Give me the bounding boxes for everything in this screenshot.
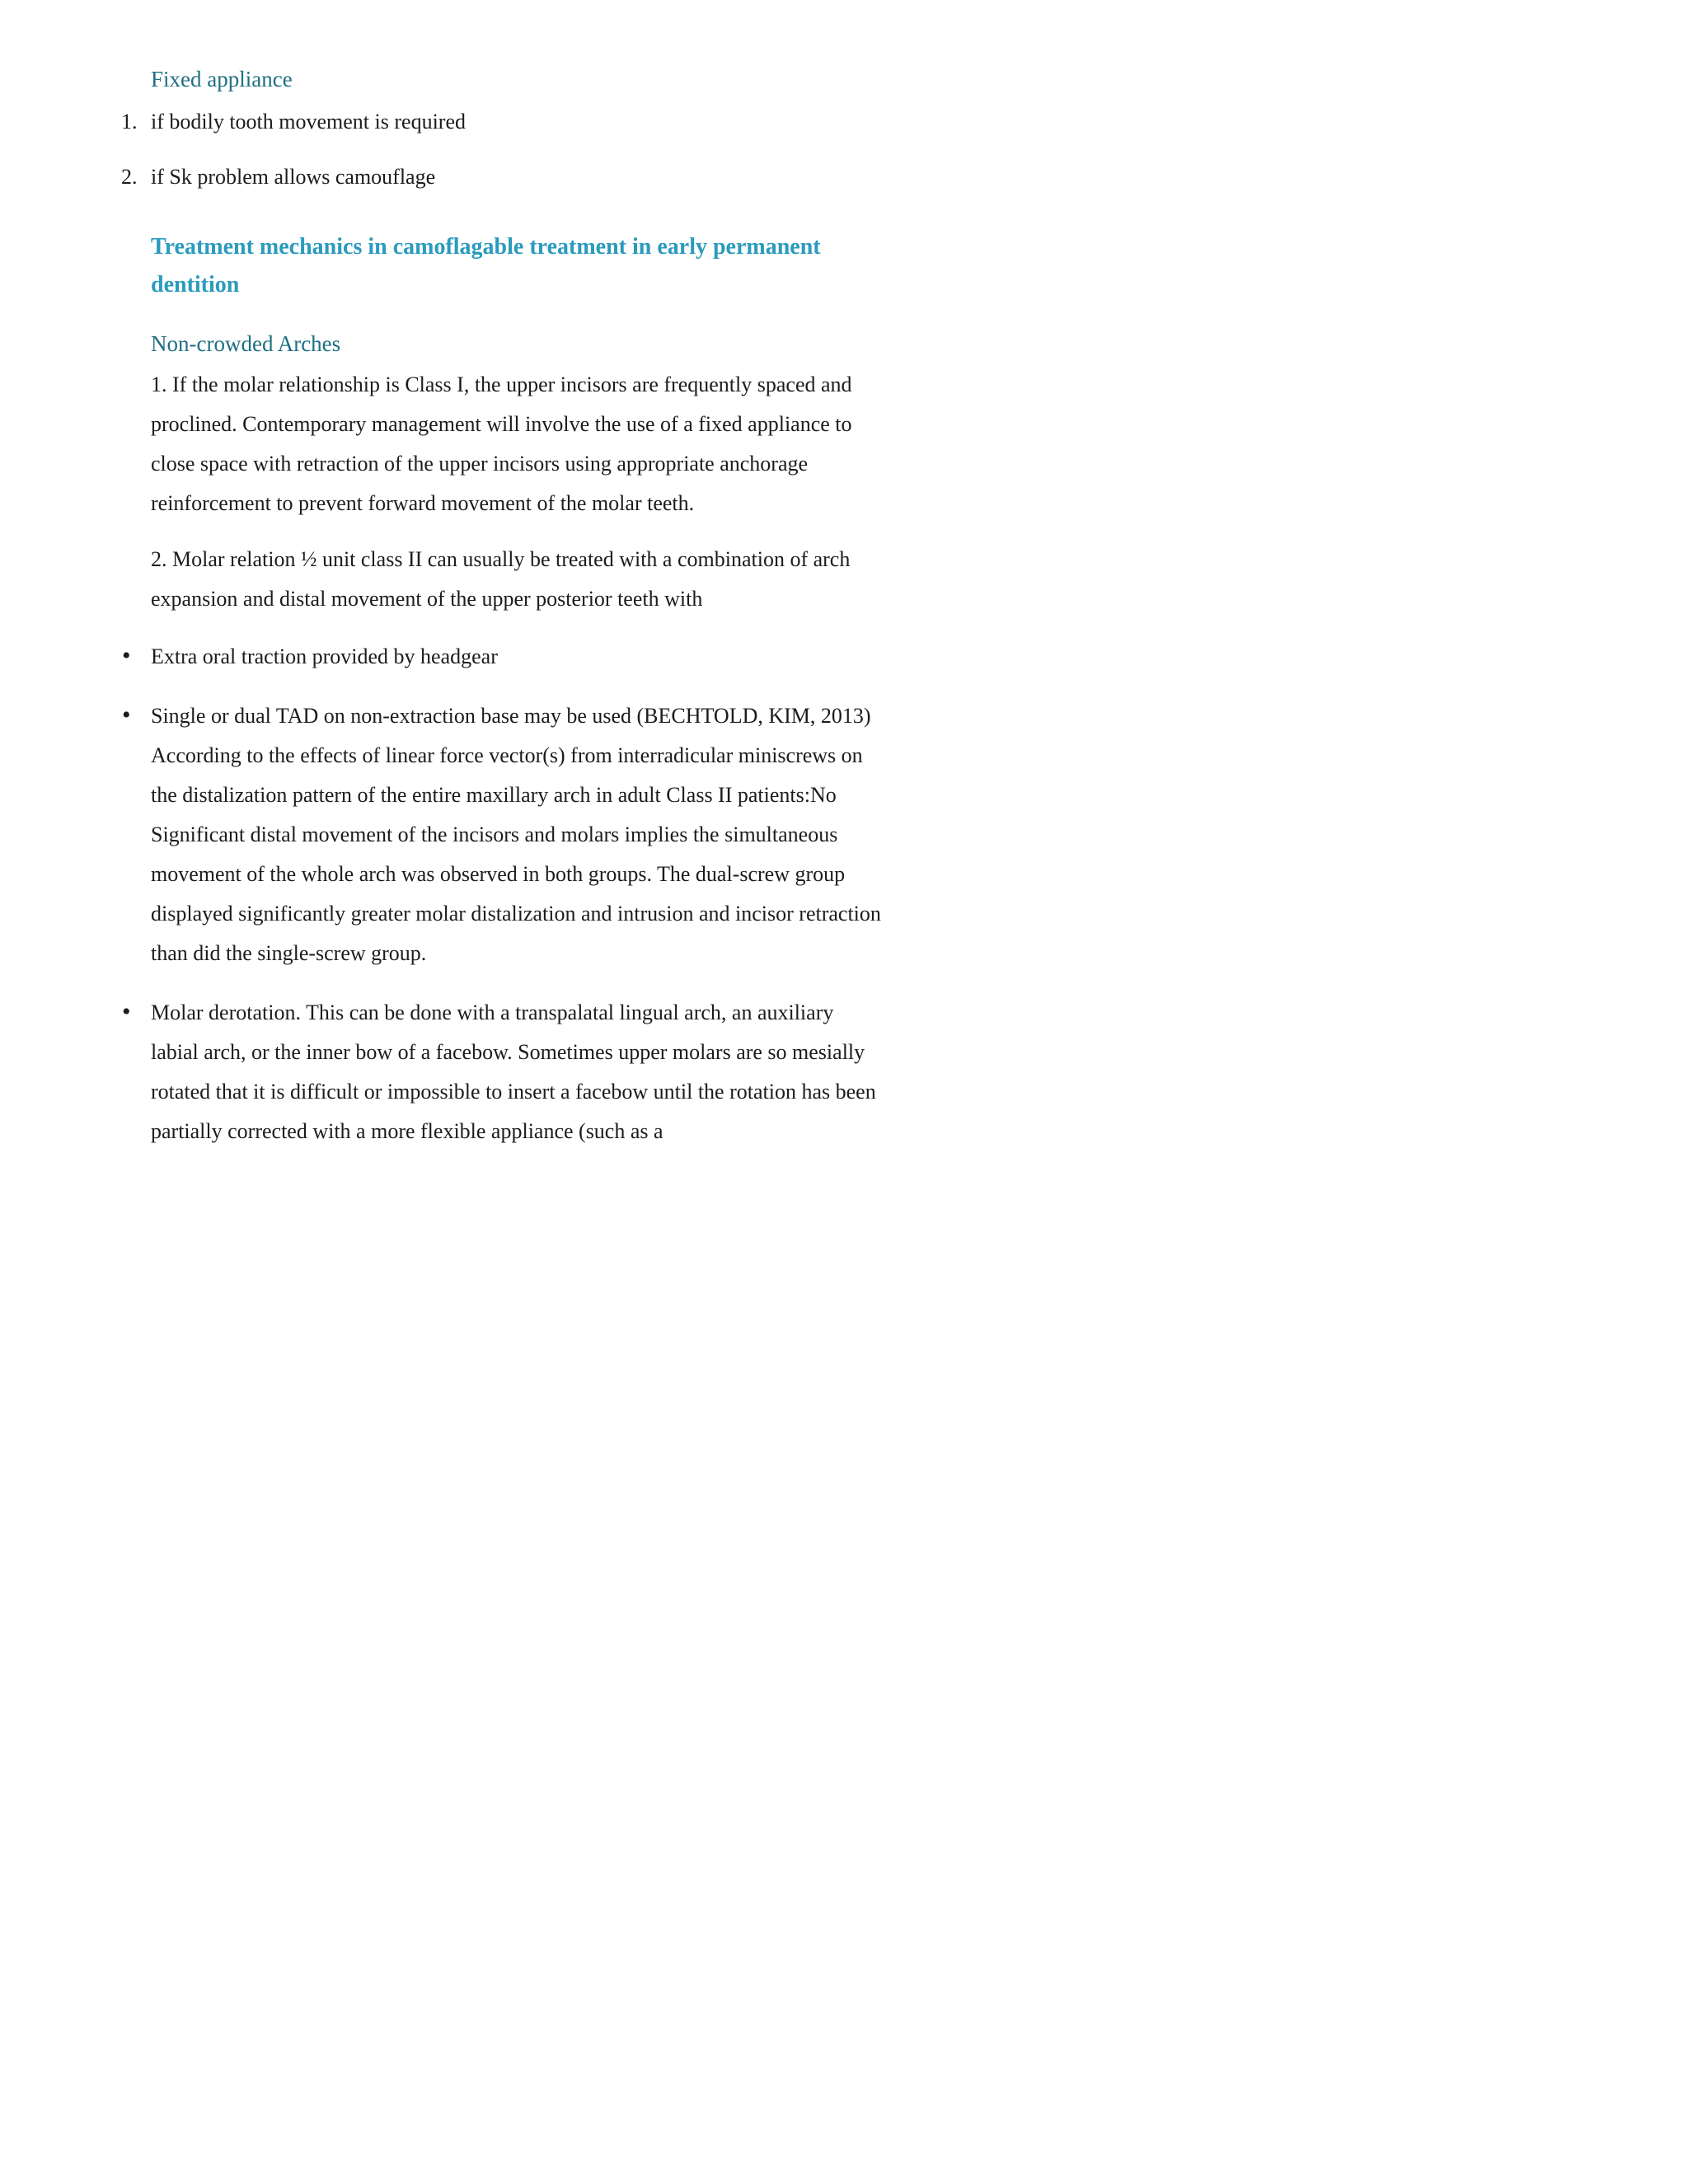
bullet-item-molar-derotation: • Molar derotation. This can be done with a transpalatal lingual arch, an auxiliary labial arch, or the inner bow of a facebow. Sometimes upper molars are so mesially rotated that it is difficult or impossible to insert a facebow until the rotation has been partially corrected with a more flexible appliance (such as a <box>151 993 883 1151</box>
paragraph-half-unit-class-two: 2. Molar relation ½ unit class II can usually be treated with a combination of arch expansion and distal movement of the upper posterior teeth with <box>151 547 851 611</box>
heading-non-crowded-arches: Non-crowded Arches <box>151 331 341 356</box>
heading-treatment-mechanics: Treatment mechanics in camoflagable treatment in early permanent dentition <box>151 234 821 298</box>
document-content <box>151 63 883 1171</box>
numbered-item-bodily-movement: if bodily tooth movement is required <box>151 110 466 134</box>
numbered-item-sk-camouflage: if Sk problem allows camouflage <box>151 165 436 189</box>
bullet-item-headgear: • Extra oral traction provided by headgear <box>151 637 883 677</box>
bullet-item-tad: • Single or dual TAD on non-extraction base may be used (BECHTOLD, KIM, 2013) According to the effects of linear force vector(s) from interradicular miniscrews on the distalization pattern of the entire maxillary arch in adult Class II patients:No Significant distal movement of the incisors and molars implies the simultaneous movement of the whole arch was observed in both groups. The dual-screw group displayed significantly greater molar distalization and intrusion and incisor retraction than did the single-screw group. <box>151 696 883 973</box>
paragraph-class-one-relationship: 1. If the molar relationship is Class I, the upper incisors are frequently spaced and proclined. Contemporary management will involve the use of a fixed appliance to close space with retraction of the upper incisors using appropriate anchorage reinforcement to prevent forward movement of the molar teeth. <box>151 373 852 515</box>
numbered-list <box>151 105 883 194</box>
bullet-list <box>151 637 883 1151</box>
heading-fixed-appliance: Fixed appliance <box>151 67 293 91</box>
